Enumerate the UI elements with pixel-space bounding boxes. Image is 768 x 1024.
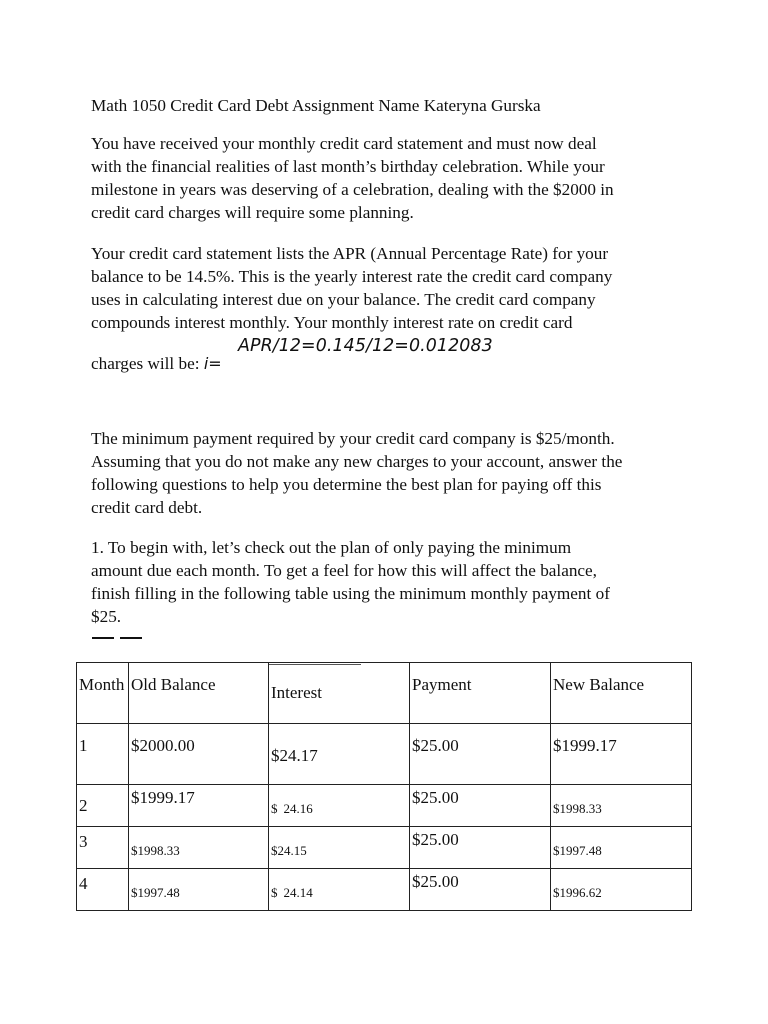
header-rule xyxy=(269,723,361,724)
cell-payment: $25.00 xyxy=(410,869,551,911)
question-line: amount due each month. To get a feel for how this will affect the balance, xyxy=(91,561,597,580)
header-interest-label: Interest xyxy=(271,683,322,702)
question-line: $25. xyxy=(91,607,122,626)
cell-interest xyxy=(269,869,410,911)
table-row xyxy=(77,869,692,911)
underline-mark xyxy=(92,637,114,639)
table-header-row xyxy=(77,663,692,724)
header-old-balance: Old Balance xyxy=(129,663,269,724)
question-1 xyxy=(91,536,691,628)
cell-payment: $25.00 xyxy=(410,724,551,785)
table-row xyxy=(77,785,692,827)
paragraph-line: credit card debt. xyxy=(91,498,203,517)
header-rule xyxy=(269,664,361,665)
cell-payment: $25.00 xyxy=(410,785,551,827)
cell-interest-symbol: $ xyxy=(271,885,278,900)
paragraph-line: You have received your monthly credit card statement and must now deal xyxy=(91,134,597,153)
paragraph-line: Assuming that you do not make any new charges to your account, answer the xyxy=(91,452,623,471)
question-line: 1. To begin with, let’s check out the plan of only paying the minimum xyxy=(91,538,572,557)
question-line: finish filling in the following table using the minimum monthly payment of xyxy=(91,584,610,603)
balance-table xyxy=(76,662,692,911)
cell-old-balance: $1998.33 xyxy=(129,827,269,869)
cell-old-balance: $1997.48 xyxy=(129,869,269,911)
underline-mark xyxy=(120,637,142,639)
cell-month: 1 xyxy=(77,724,129,785)
cell-interest: $24.15 xyxy=(269,827,410,869)
table-row xyxy=(77,827,692,869)
cell-month: 4 xyxy=(77,869,129,911)
header-new-balance: New Balance xyxy=(551,663,692,724)
cell-interest-symbol: $ xyxy=(271,801,278,816)
cell-new-balance: $1999.17 xyxy=(551,724,692,785)
charges-line xyxy=(91,352,222,375)
monthly-rate-formula: APR/12=0.145/12=0.012083 xyxy=(238,336,493,356)
paragraph-line: uses in calculating interest due on your balance. The credit card company xyxy=(91,290,596,309)
cell-month: 2 xyxy=(77,785,129,827)
interest-variable: i= xyxy=(203,354,222,373)
header-payment: Payment xyxy=(410,663,551,724)
intro-paragraph xyxy=(91,132,691,224)
cell-month: 3 xyxy=(77,827,129,869)
title-line: Math 1050 Credit Card Debt Assignment Name Kateryna Gurska xyxy=(91,96,541,115)
paragraph-line: with the financial realities of last month’s birthday celebration. While your xyxy=(91,157,605,176)
cell-new-balance: $1996.62 xyxy=(551,869,692,911)
cell-interest xyxy=(269,785,410,827)
paragraph-line: milestone in years was deserving of a celebration, dealing with the $2000 in xyxy=(91,180,614,199)
paragraph-line: Your credit card statement lists the APR (Annual Percentage Rate) for your xyxy=(91,244,609,263)
paragraph-line: credit card charges will require some planning. xyxy=(91,203,414,222)
header-month: Month xyxy=(77,663,129,724)
assignment-title xyxy=(91,94,691,117)
paragraph-line: following questions to help you determine the best plan for paying off this xyxy=(91,475,602,494)
cell-interest-value: 24.16 xyxy=(283,801,313,816)
cell-new-balance: $1998.33 xyxy=(551,785,692,827)
table-row xyxy=(77,724,692,785)
cell-interest-value: 24.14 xyxy=(283,885,313,900)
cell-payment: $25.00 xyxy=(410,827,551,869)
charges-label: charges will be: xyxy=(91,354,204,373)
paragraph-line: The minimum payment required by your credit card company is $25/month. xyxy=(91,429,615,448)
cell-new-balance: $1997.48 xyxy=(551,827,692,869)
paragraph-line: balance to be 14.5%. This is the yearly interest rate the credit card company xyxy=(91,267,613,286)
cell-old-balance: $1999.17 xyxy=(129,785,269,827)
minimum-payment-paragraph xyxy=(91,427,691,519)
header-interest xyxy=(269,663,410,724)
apr-paragraph xyxy=(91,242,691,334)
paragraph-line: compounds interest monthly. Your monthly interest rate on credit card xyxy=(91,313,573,332)
blank-underlines xyxy=(92,628,148,644)
cell-old-balance: $2000.00 xyxy=(129,724,269,785)
cell-interest: $24.17 xyxy=(269,724,410,785)
